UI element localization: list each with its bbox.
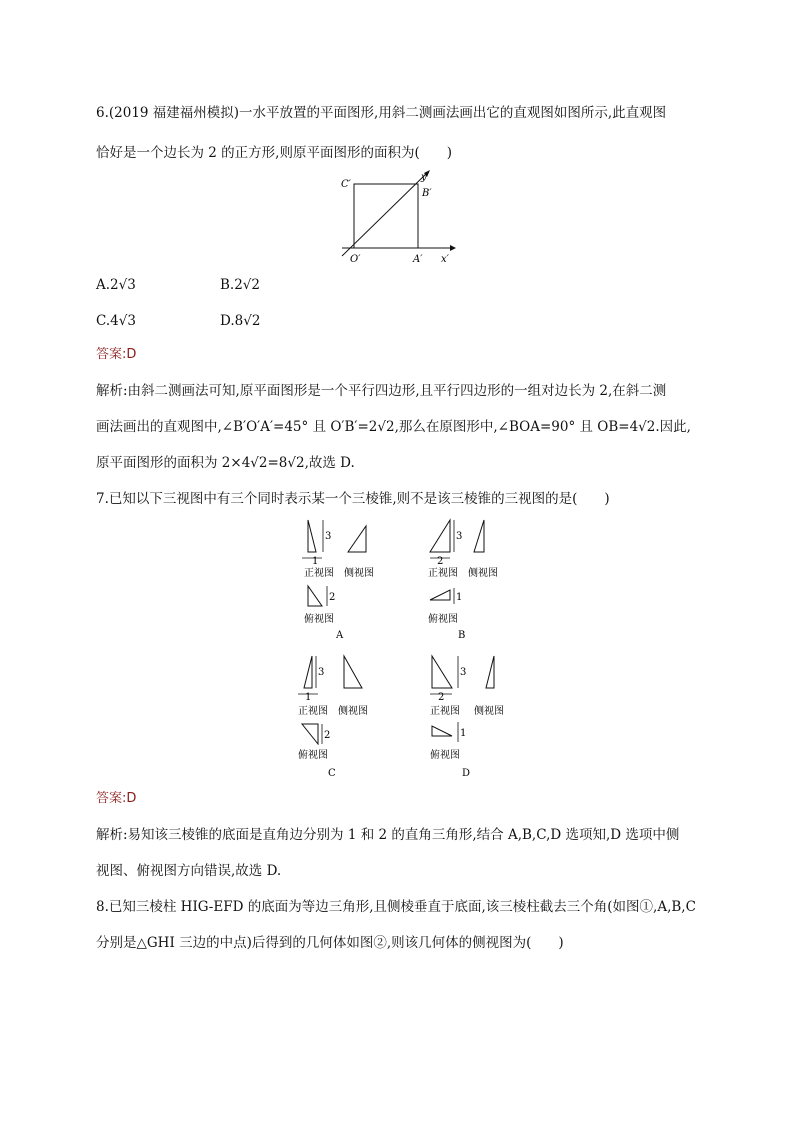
q6-option-c: C.4√3 xyxy=(96,313,136,329)
q6-explanation-line1: 解析:由斜二测画法可知,原平面图形是一个平行四边形,且平行四边形的一组对边长为 2,在斜二测 xyxy=(96,383,667,399)
q7-option-a-letter: A xyxy=(336,630,344,641)
q7-option-a-figure xyxy=(296,516,386,646)
q7c-dim-1: 1 xyxy=(305,692,312,703)
q6-stem-line2: 恰好是一个边长为 2 的正方形,则原平面图形的面积为( ) xyxy=(96,145,452,161)
q7c-top-label: 俯视图 xyxy=(298,750,328,761)
q7-option-b-letter: B xyxy=(458,630,466,641)
q6-figure xyxy=(338,168,458,268)
q7-option-c-figure xyxy=(290,652,380,782)
q7c-side-label: 侧视图 xyxy=(338,706,368,717)
q6-option-a: A.2√3 xyxy=(96,277,136,293)
q7d-front-label: 正视图 xyxy=(430,706,460,717)
q6-answer: 答案:D xyxy=(96,347,137,362)
q7-option-b-figure xyxy=(424,516,514,646)
q7b-top-label: 俯视图 xyxy=(428,614,458,625)
q7-option-c-letter: C xyxy=(328,768,336,778)
q6-label-x: x′ xyxy=(441,254,449,264)
q7a-top-label: 俯视图 xyxy=(304,614,334,625)
q7b-side-label: 侧视图 xyxy=(468,568,498,579)
q6-label-o: O′ xyxy=(350,254,361,264)
q7-answer: 答案:D xyxy=(96,791,137,806)
q7a-dim-3: 3 xyxy=(325,531,332,542)
q8-stem-line1: 8.已知三棱柱 HIG-EFD 的底面为等边三角形,且侧棱垂直于底面,该三棱柱截去三个角(如图①,A,B,C xyxy=(96,899,696,915)
q7-option-d-figure xyxy=(424,652,514,782)
q7-option-d-letter: D xyxy=(462,768,471,778)
q7c-dim-2: 2 xyxy=(324,730,331,741)
q8-stem-line2: 分别是△GHI 三边的中点)后得到的几何体如图②,则该几何体的侧视图为( ) xyxy=(96,935,564,951)
q7b-front-label: 正视图 xyxy=(428,568,458,579)
q7c-front-label: 正视图 xyxy=(298,706,328,717)
q7d-dim-3: 3 xyxy=(460,667,467,678)
q7b-dim-3: 3 xyxy=(456,531,463,542)
q6-label-a: A′ xyxy=(413,254,423,264)
q7a-side-label: 侧视图 xyxy=(344,568,374,579)
q6-option-d: D.8√2 xyxy=(220,313,261,329)
q7d-dim-2: 2 xyxy=(438,692,445,703)
q7-explanation-line2: 视图、俯视图方向错误,故选 D. xyxy=(96,863,282,879)
q7c-dim-3: 3 xyxy=(318,667,325,678)
q7d-side-label: 侧视图 xyxy=(474,706,504,717)
q7a-front-label: 正视图 xyxy=(304,568,334,579)
q7b-dim-2: 2 xyxy=(437,556,444,567)
q7d-dim-1: 1 xyxy=(460,728,467,739)
q7a-dim-2: 2 xyxy=(329,592,336,603)
q6-option-b: B.2√2 xyxy=(220,277,260,293)
q6-explanation-line2: 画法画出的直观图中,∠B′O′A′=45° 且 O′B′=2√2,那么在原图形中,∠BOA=90° 且 OB=4√2.因此, xyxy=(96,419,691,435)
q6-stem-line1: 6.(2019 福建福州模拟)一水平放置的平面图形,用斜二测画法画出它的直观图如图所示,此直观图 xyxy=(96,105,667,121)
q6-explanation-line3: 原平面图形的面积为 2×4√2=8√2,故选 D. xyxy=(96,455,355,471)
q7b-dim-1: 1 xyxy=(456,592,463,603)
q7-stem: 7.已知以下三视图中有三个同时表示某一个三棱锥,则不是该三棱锥的三视图的是( ) xyxy=(96,491,610,507)
q6-label-c: C′ xyxy=(341,179,351,190)
q6-label-b: B′ xyxy=(422,188,432,199)
q7a-dim-1: 1 xyxy=(312,556,319,567)
q7-explanation-line1: 解析:易知该三棱锥的底面是直角边分别为 1 和 2 的直角三角形,结合 A,B,C,D 选项知,D 选项中侧 xyxy=(96,827,680,843)
q7d-top-label: 俯视图 xyxy=(430,750,460,761)
q6-label-y: y′ xyxy=(421,172,429,183)
